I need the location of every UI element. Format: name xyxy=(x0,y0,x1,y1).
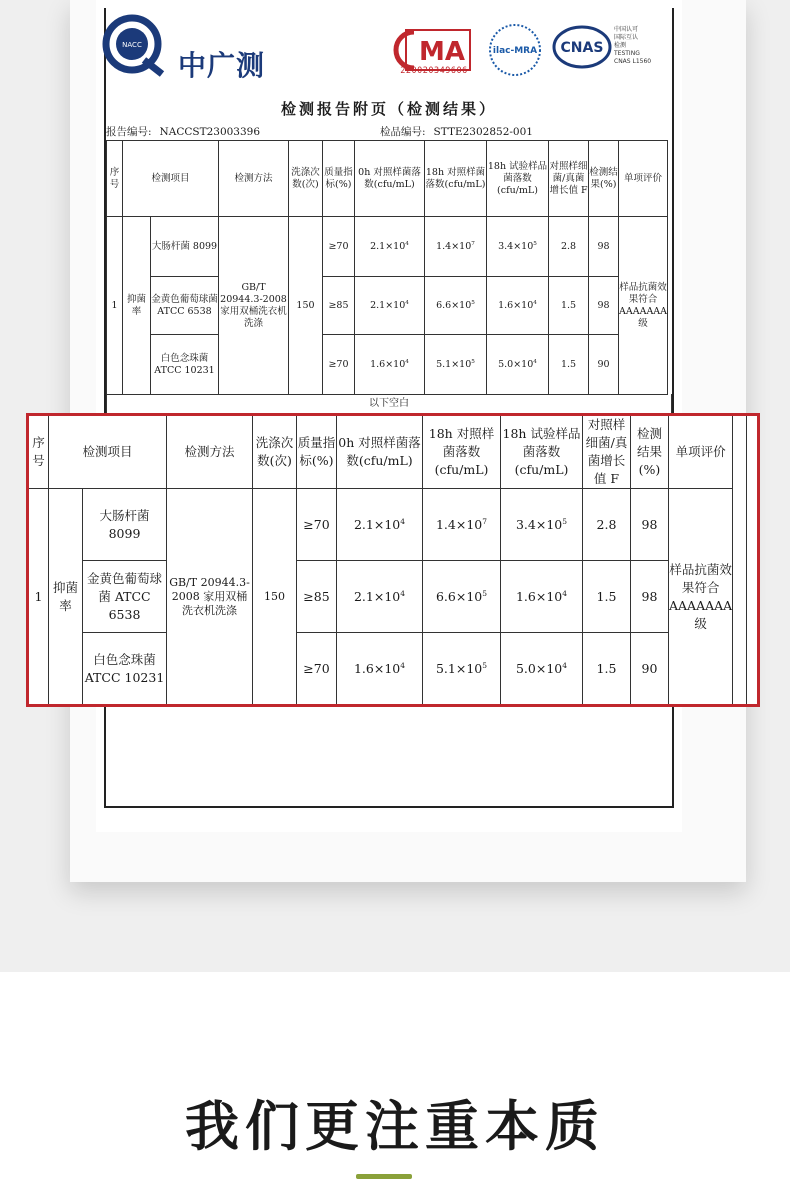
ilac-label: ilac-MRA xyxy=(492,46,538,56)
header-no: 序号 xyxy=(29,415,49,489)
method-cell: GB/T 20944.3-2008 家用双桶洗衣机洗涤 xyxy=(167,489,253,705)
growth-cell: 1.5 xyxy=(583,633,631,705)
header-method: 检测方法 xyxy=(167,415,253,489)
cnas-caption-line: 检测 xyxy=(614,42,627,49)
growth-cell: 1.5 xyxy=(549,277,589,335)
growth-cell: 1.5 xyxy=(583,561,631,633)
cnas-caption-line: 国际互认 xyxy=(614,34,639,41)
index-cell: ≥70 xyxy=(323,217,355,277)
ctrl-18h-cell: $5.1\times 10^5$ xyxy=(425,335,487,395)
zero-h-cell: $1.6\times 10^4$ xyxy=(355,335,425,395)
ctrl-18h-cell: $6.6\times 10^5$ xyxy=(423,561,501,633)
index-cell: ≥85 xyxy=(297,561,337,633)
accent-underline xyxy=(356,1174,412,1179)
zero-h-cell: $2.1\times 10^4$ xyxy=(337,489,423,561)
report-title: 检测报告附页（检测结果） xyxy=(280,100,497,118)
report-number: 报告编号: NACCST23003396 xyxy=(106,126,261,138)
test-18h-cell: $3.4\times 10^5$ xyxy=(487,217,549,277)
header-growth: 对照样细菌/真菌增长值 F xyxy=(549,141,589,217)
growth-cell: 2.8 xyxy=(583,489,631,561)
category-cell: 抑菌率 xyxy=(123,217,151,395)
test-18h-cell: $5.0\times 10^4$ xyxy=(487,335,549,395)
header-item: 检测项目 xyxy=(49,415,167,489)
result-cell: 90 xyxy=(589,335,619,395)
sample-number: 检品编号: STTE2302852-001 xyxy=(380,126,533,138)
header-zero-h: 0h 对照样菌落数(cfu/mL) xyxy=(337,415,423,489)
ctrl-18h-cell: $6.6\times 10^5$ xyxy=(425,277,487,335)
zero-h-cell: $2.1\times 10^4$ xyxy=(355,217,425,277)
header-rating: 单项评价 xyxy=(669,415,733,489)
header-result: 检测结果(%) xyxy=(631,415,669,489)
washes-cell: 150 xyxy=(289,217,323,395)
organism-cell: 金黄色葡萄球菌 ATCC 6538 xyxy=(83,561,167,633)
results-table-zoomed xyxy=(28,414,747,705)
results-table-original xyxy=(106,140,668,395)
header-index: 质量指标(%) xyxy=(323,141,355,217)
header-zero-h: 0h 对照样菌落数(cfu/mL) xyxy=(355,141,425,217)
index-cell: ≥70 xyxy=(323,335,355,395)
zero-h-cell: $1.6\times 10^4$ xyxy=(337,633,423,705)
test-18h-cell: $1.6\times 10^4$ xyxy=(501,561,583,633)
row-number: 1 xyxy=(29,489,49,705)
index-cell: ≥70 xyxy=(297,633,337,705)
organism-cell: 金黄色葡萄球菌 ATCC 6538 xyxy=(151,277,219,335)
organism-cell: 白色念珠菌 ATCC 10231 xyxy=(83,633,167,705)
cnas-caption-line: CNAS L1560 xyxy=(614,58,652,65)
cnas-label: CNAS xyxy=(560,40,604,56)
header-no: 序号 xyxy=(107,141,123,217)
nacc-logo-icon xyxy=(100,12,168,80)
result-cell: 90 xyxy=(631,633,669,705)
ctrl-18h-cell: $1.4\times 10^7$ xyxy=(423,489,501,561)
ctrl-18h-cell: $5.1\times 10^5$ xyxy=(423,633,501,705)
ilac-mra-logo-icon xyxy=(486,22,544,78)
edge-cell xyxy=(733,415,747,705)
result-cell: 98 xyxy=(589,217,619,277)
brand-name: 中广测 xyxy=(178,49,266,82)
header-index: 质量指标(%) xyxy=(297,415,337,489)
organism-cell: 大肠杆菌 8099 xyxy=(151,217,219,277)
index-cell: ≥85 xyxy=(323,277,355,335)
header-ctrl-18h: 18h 对照样菌落数(cfu/mL) xyxy=(423,415,501,489)
nacc-badge-text: NACC xyxy=(122,41,142,49)
organism-cell: 白色念珠菌 ATCC 10231 xyxy=(151,335,219,395)
header-washes: 洗涤次数(次) xyxy=(253,415,297,489)
cnas-logo-icon xyxy=(552,24,612,70)
rating-cell: 样品抗菌效果符合AAAAAAA级 xyxy=(619,217,668,395)
header-test-18h: 18h 试验样品菌落数(cfu/mL) xyxy=(487,141,549,217)
ctrl-18h-cell: $1.4\times 10^7$ xyxy=(425,217,487,277)
header-method: 检测方法 xyxy=(219,141,289,217)
test-18h-cell: $1.6\times 10^4$ xyxy=(487,277,549,335)
zero-h-cell: $2.1\times 10^4$ xyxy=(355,277,425,335)
washes-cell: 150 xyxy=(253,489,297,705)
method-cell: GB/T 20944.3-2008 家用双桶洗衣机洗涤 xyxy=(219,217,289,395)
rating-cell: 样品抗菌效果符合AAAAAAA级 xyxy=(669,489,733,705)
header-ctrl-18h: 18h 对照样菌落数(cfu/mL) xyxy=(425,141,487,217)
header-test-18h: 18h 试验样品菌落数(cfu/mL) xyxy=(501,415,583,489)
zero-h-cell: $2.1\times 10^4$ xyxy=(337,561,423,633)
row-number: 1 xyxy=(107,217,123,395)
result-cell: 98 xyxy=(589,277,619,335)
result-cell: 98 xyxy=(631,561,669,633)
cma-label: MA xyxy=(419,37,465,67)
index-cell: ≥70 xyxy=(297,489,337,561)
header-rating: 单项评价 xyxy=(619,141,668,217)
header-result: 检测结果(%) xyxy=(589,141,619,217)
slogan-heading: 我们更注重本质 xyxy=(185,1095,605,1158)
after-blank-note: 以下空白 xyxy=(106,394,672,414)
test-18h-cell: $3.4\times 10^5$ xyxy=(501,489,583,561)
growth-cell: 2.8 xyxy=(549,217,589,277)
header-item: 检测项目 xyxy=(123,141,219,217)
result-cell: 98 xyxy=(631,489,669,561)
cma-number: 220020349606 xyxy=(400,66,468,76)
category-cell: 抑菌率 xyxy=(49,489,83,705)
growth-cell: 1.5 xyxy=(549,335,589,395)
cnas-caption-line: 中国认可 xyxy=(614,26,639,33)
header-growth: 对照样细菌/真菌增长值 F xyxy=(583,415,631,489)
cnas-caption-line: TESTING xyxy=(614,50,640,57)
cnas-caption xyxy=(614,26,651,66)
header-washes: 洗涤次数(次) xyxy=(289,141,323,217)
test-18h-cell: $5.0\times 10^4$ xyxy=(501,633,583,705)
organism-cell: 大肠杆菌 8099 xyxy=(83,489,167,561)
